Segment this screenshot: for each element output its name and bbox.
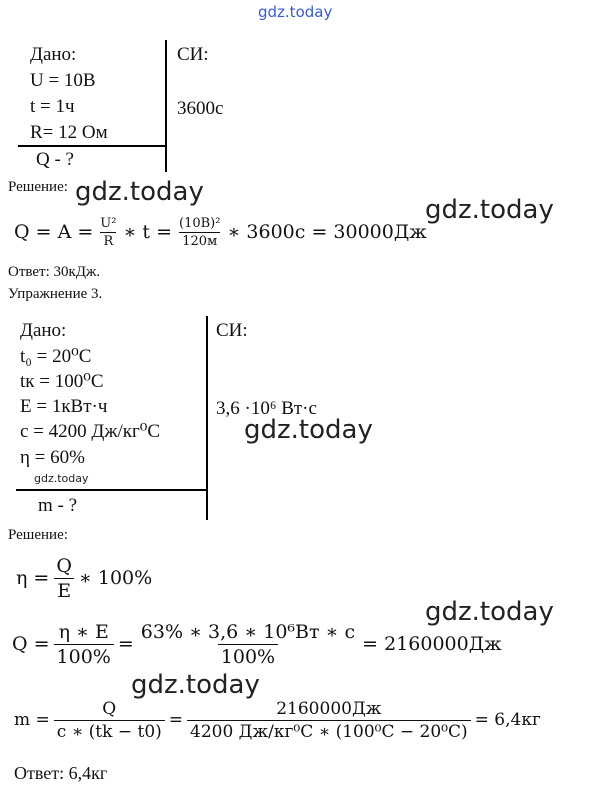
given-resistance: R= 12 Ом (30, 122, 108, 143)
formula-lhs: Q = A = (14, 221, 94, 243)
fraction-denominator: 4200 Дж/кг⁰С ∗ (100⁰С − 20⁰С) (187, 720, 471, 742)
fraction-q-cdt (54, 699, 165, 742)
fraction-denominator: 100% (54, 644, 114, 668)
si-value-energy: 3,6 ·10⁶ Вт·с (216, 398, 317, 419)
watermark: gdz.today (244, 415, 373, 445)
eq1-rest: ∗ 100% (78, 567, 153, 589)
eq1-lhs: η = (16, 567, 50, 589)
fraction-numerator: U² (100, 215, 117, 231)
table-horizontal-line (16, 489, 208, 491)
given-voltage: U = 10В (30, 70, 96, 91)
header-watermark: gdz.today (258, 3, 333, 21)
given-title: Дано: (20, 320, 67, 341)
fraction-values (187, 699, 471, 742)
given-heat-capacity: с = 4200 Дж/кг⁰С (20, 421, 161, 442)
si-value-time: 3600с (177, 98, 224, 119)
fraction-denominator: 100% (218, 644, 278, 668)
fraction-denominator: 120м (179, 232, 220, 249)
fraction-numerator: 63% ∗ 3,6 ∗ 10⁶Вт ∗ с (140, 620, 356, 643)
watermark: gdz.today (425, 597, 554, 627)
table-horizontal-line (18, 145, 166, 147)
fraction-denominator: E (54, 578, 74, 602)
formula-result: ∗ 3600с = 30000Дж (227, 221, 427, 243)
given-time: t = 1ч (30, 96, 75, 117)
given-title: Дано: (30, 44, 77, 65)
eq3-lhs: m = (14, 710, 50, 730)
eq2-result: = 2160000Дж (362, 633, 502, 655)
unknown-quantity: Q - ? (36, 149, 74, 170)
fraction-u2-r (97, 216, 119, 249)
eq2-lhs: Q = (12, 633, 50, 655)
watermark: gdz.today (75, 177, 204, 207)
small-watermark: gdz.today (34, 472, 89, 485)
fraction-numerator: η ∗ E (58, 620, 109, 643)
fraction-numerator: (10В)² (179, 215, 221, 231)
solution-label: Решение: (8, 179, 68, 195)
fraction-numerator: Q (102, 698, 117, 719)
watermark: gdz.today (425, 195, 554, 225)
table-vertical-line (165, 40, 167, 172)
exercise-title: Упражнение 3. (8, 286, 103, 302)
fraction-numerator: 2160000Дж (276, 698, 382, 719)
fraction-eta-e (54, 621, 114, 668)
given-energy: Е = 1кВт·ч (20, 396, 108, 417)
mass-formula (14, 692, 541, 748)
watermark: gdz.today (131, 670, 260, 700)
si-title: СИ: (177, 44, 209, 65)
fraction-denominator: R (100, 232, 116, 249)
given-tk: tк = 100⁰С (20, 371, 104, 392)
formula-mid: ∗ t = (123, 221, 172, 243)
eq3-result: = 6,4кг (474, 710, 541, 730)
fraction-denominator: c ∗ (tk − t0) (54, 720, 165, 742)
fraction-q-e (53, 555, 75, 602)
answer-1: Ответ: 30кДж. (8, 264, 101, 280)
given-efficiency: η = 60% (20, 447, 85, 468)
si-title: СИ: (216, 320, 248, 341)
heat-formula (12, 616, 502, 672)
equals-sign: = (117, 633, 134, 655)
efficiency-formula (16, 553, 152, 603)
energy-formula (14, 210, 427, 254)
unknown-mass: m - ? (38, 495, 78, 516)
answer-2: Ответ: 6,4кг (14, 763, 108, 783)
fraction-values (138, 621, 358, 668)
fraction-numerator: Q (56, 554, 72, 577)
fraction-values (176, 216, 223, 249)
given-t0: t₀ = 20⁰С (20, 346, 92, 367)
solution-label: Решение: (8, 527, 68, 543)
equals-sign: = (168, 710, 184, 730)
